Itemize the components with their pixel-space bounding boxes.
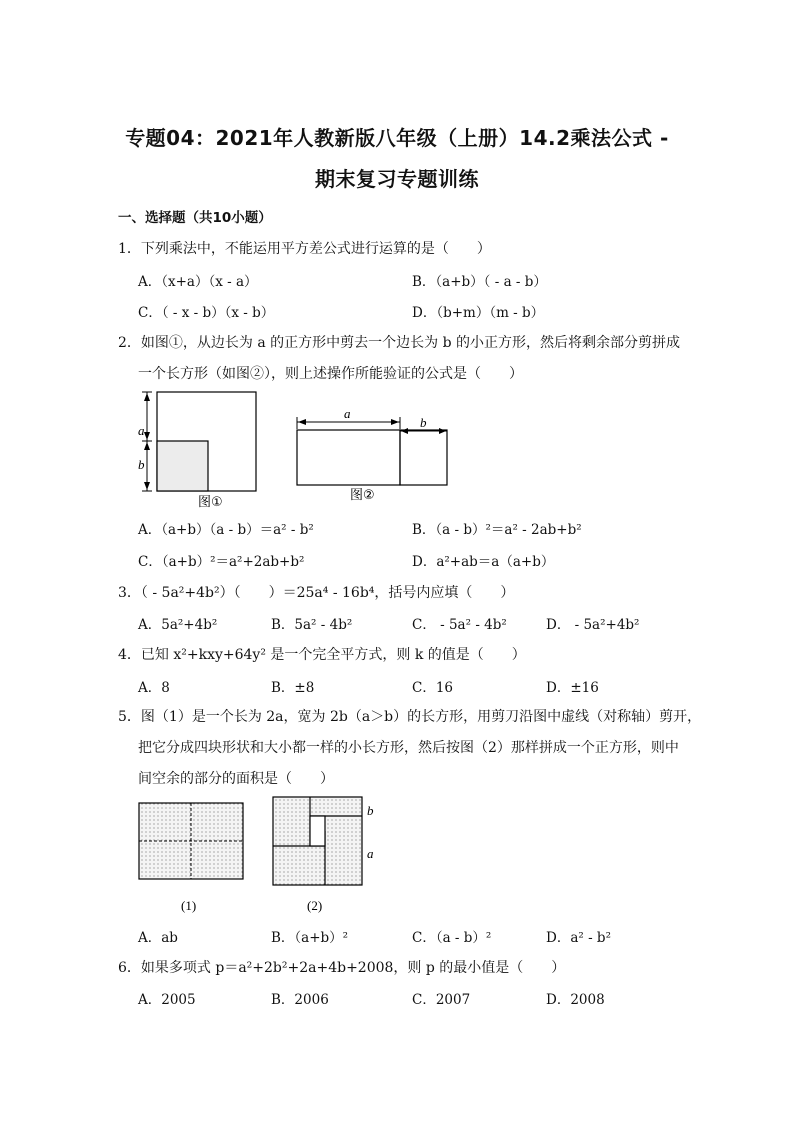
question-6-stem: 6．如果多项式 p＝a²+2b²+2a+4b+2008，则 p 的最小值是（ ） [118, 960, 566, 976]
worksheet-title-line2: 期末复习专题训练 [315, 167, 479, 191]
question-5-option-c: C．（a - b）² [412, 930, 492, 946]
figure-2-label-b: b [420, 415, 427, 430]
question-5-stem-line1: 5．图（1）是一个长为 2a，宽为 2b（a＞b）的长方形，用剪刀沿图中虚线（对称轴）剪开， [118, 709, 702, 725]
section-heading: 一、选择题（共10小题） [118, 210, 272, 226]
question-3-option-d: D． - 5a²+4b² [546, 617, 640, 633]
figure-1-caption: 图① [198, 495, 223, 510]
figure-2-caption: 图② [350, 488, 375, 503]
q5-figure-2-label-a: a [367, 846, 374, 861]
worksheet-title-line1: 专题04：2021年人教新版八年级（上册）14.2乘法公式 - [125, 126, 669, 150]
question-2-option-b: B．（a - b）²＝a² - 2ab+b² [412, 522, 582, 538]
question-2-option-a: A．（a+b）（a - b）＝a² - b² [138, 522, 314, 538]
question-2-option-d: D．a²+ab＝a（a+b） [412, 554, 555, 570]
q5-figure-2-label-b: b [367, 803, 374, 818]
question-4-option-d: D．±16 [546, 680, 599, 696]
question-1-option-d: D．（b+m）（m - b） [412, 305, 545, 321]
question-6-option-b: B．2006 [271, 992, 329, 1008]
question-1-option-a: A．（x+a）（x - a） [138, 274, 258, 290]
question-2-figure-2 [292, 405, 452, 503]
question-4-stem: 4．已知 x²+kxy+64y² 是一个完全平方式，则 k 的值是（ ） [118, 647, 526, 663]
question-6-option-c: C．2007 [412, 992, 471, 1008]
question-2-figure-1 [130, 385, 270, 510]
question-2-option-c: C．（a+b）²＝a²+2ab+b² [138, 554, 305, 570]
question-5-option-d: D．a² - b² [546, 930, 611, 946]
question-5-figure-1 [136, 798, 248, 916]
figure-2-label-a: a [344, 406, 351, 421]
question-4-option-a: A．8 [138, 680, 170, 696]
question-3-option-c: C． - 5a² - 4b² [412, 617, 507, 633]
question-5-stem-line3: 间空余的部分的面积是（ ） [138, 771, 334, 787]
q5-figure-1-caption: (1) [181, 898, 197, 913]
question-5-option-b: B．（a+b）² [271, 930, 349, 946]
question-1-stem: 1．下列乘法中，不能运用平方差公式进行运算的是（ ） [118, 241, 491, 257]
q5-figure-2-caption: (2) [307, 898, 323, 913]
question-5-stem-line2: 把它分成四块形状和大小都一样的小长方形，然后按图（2）那样拼成一个正方形，则中 [138, 740, 679, 756]
question-2-stem-line1: 2．如图①，从边长为 a 的正方形中剪去一个边长为 b 的小正方形，然后将剩余部分剪拼成 [118, 335, 681, 351]
figure-1-label-b: b [138, 457, 145, 472]
question-5-option-a: A．ab [138, 930, 178, 946]
question-3-option-a: A．5a²+4b² [138, 617, 218, 633]
question-2-stem-line2: 一个长方形（如图②），则上述操作所能验证的公式是（ ） [138, 366, 523, 382]
question-1-option-b: B．（a+b）（ - a - b） [412, 274, 547, 290]
question-3-option-b: B．5a² - 4b² [271, 617, 353, 633]
question-1-option-c: C．（ - x - b）（x - b） [138, 305, 275, 321]
question-6-option-a: A．2005 [138, 992, 196, 1008]
question-5-figure-2 [270, 794, 385, 912]
question-3-stem: 3．（ - 5a²+4b²）（ ）＝25a⁴ - 16b⁴，括号内应填（ ） [118, 585, 515, 601]
figure-1-label-a: a [138, 423, 145, 438]
question-6-option-d: D．2008 [546, 992, 605, 1008]
question-4-option-c: C．16 [412, 680, 454, 696]
question-4-option-b: B．±8 [271, 680, 315, 696]
